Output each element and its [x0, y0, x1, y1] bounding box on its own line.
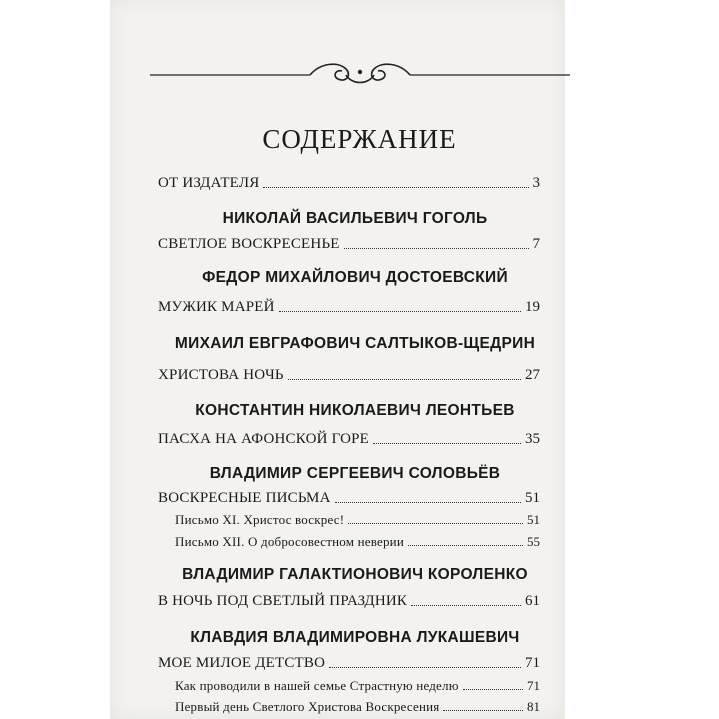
- author-heading: ФЕДОР МИХАЙЛОВИЧ ДОСТОЕВСКИЙ: [202, 269, 508, 286]
- entry-title: ПАСХА НА АФОНСКОЙ ГОРЕ: [158, 431, 370, 447]
- leader-dots: [279, 311, 521, 312]
- toc-entry[interactable]: [158, 233, 540, 253]
- toc-subentry[interactable]: [175, 674, 540, 694]
- entry-title: СВЕТЛОЕ ВОСКРЕСЕНЬЕ: [158, 236, 340, 252]
- entry-title: Письмо XI. Христос воскрес!: [175, 512, 345, 527]
- entry-title: ОТ ИЗДАТЕЛЯ: [158, 175, 260, 191]
- leader-dots: [411, 605, 521, 606]
- page-number: 51: [527, 512, 540, 527]
- page-number: 61: [525, 593, 540, 609]
- entry-title: МОЕ МИЛОЕ ДЕТСТВО: [158, 655, 326, 671]
- toc-subentry[interactable]: [175, 508, 540, 528]
- entry-title: ХРИСТОВА НОЧЬ: [158, 367, 284, 383]
- book-page: [110, 0, 565, 719]
- toc-subentry[interactable]: [175, 530, 540, 550]
- entry-title: Как проводили в нашей семье Страстную неделю: [175, 678, 459, 693]
- author-heading: ВЛАДИМИР СЕРГЕЕВИЧ СОЛОВЬЁВ: [209, 465, 501, 482]
- page-number: 71: [525, 655, 540, 671]
- page-number: 71: [527, 678, 540, 693]
- page-number: 7: [532, 236, 540, 252]
- entry-title: ВОСКРЕСНЫЕ ПИСЬМА: [158, 490, 331, 506]
- leader-dots: [344, 248, 529, 249]
- author-heading: КЛАВДИЯ ВЛАДИМИРОВНА ЛУКАШЕВИЧ: [190, 629, 520, 646]
- author-heading: НИКОЛАЙ ВАСИЛЬЕВИЧ ГОГОЛЬ: [222, 210, 488, 227]
- leader-dots: [335, 502, 521, 503]
- author-heading: КОНСТАНТИН НИКОЛАЕВИЧ ЛЕОНТЬЕВ: [195, 402, 515, 419]
- author-heading: МИХАИЛ ЕВГРАФОВИЧ САЛТЫКОВ-ЩЕДРИН: [174, 335, 536, 352]
- leader-dots: [373, 443, 521, 444]
- page-number: 81: [527, 699, 540, 714]
- toc-subentry[interactable]: [175, 695, 540, 715]
- page-title: СОДЕРЖАНИЕ: [262, 124, 457, 154]
- author-heading: ВЛАДИМИР ГАЛАКТИОНОВИЧ КОРОЛЕНКО: [182, 566, 528, 583]
- leader-dots: [443, 710, 523, 711]
- toc-entry[interactable]: [158, 428, 540, 448]
- entry-title: В НОЧЬ ПОД СВЕТЛЫЙ ПРАЗДНИК: [158, 593, 408, 609]
- page-number: 35: [525, 431, 540, 447]
- leader-dots: [263, 187, 528, 188]
- leader-dots: [408, 545, 523, 546]
- ornament-divider-icon: [150, 55, 570, 95]
- toc-entry[interactable]: [158, 296, 540, 316]
- toc-entry[interactable]: [158, 172, 540, 192]
- page-number: 3: [532, 175, 540, 191]
- leader-dots: [329, 667, 521, 668]
- leader-dots: [348, 523, 523, 524]
- page-number: 51: [525, 490, 540, 506]
- toc-entry[interactable]: [158, 590, 540, 610]
- toc-entry[interactable]: [158, 652, 540, 672]
- leader-dots: [463, 689, 523, 690]
- page-number: 19: [525, 299, 540, 315]
- entry-title: МУЖИК МАРЕЙ: [158, 299, 275, 315]
- entry-title: Письмо XII. О добросовестном неверии: [175, 534, 404, 549]
- leader-dots: [288, 379, 521, 380]
- toc-entry[interactable]: [158, 364, 540, 384]
- entry-title: Первый день Светлого Христова Воскресения: [175, 699, 440, 714]
- toc-entry[interactable]: [158, 487, 540, 507]
- page-number: 27: [525, 367, 540, 383]
- page-number: 55: [527, 534, 540, 549]
